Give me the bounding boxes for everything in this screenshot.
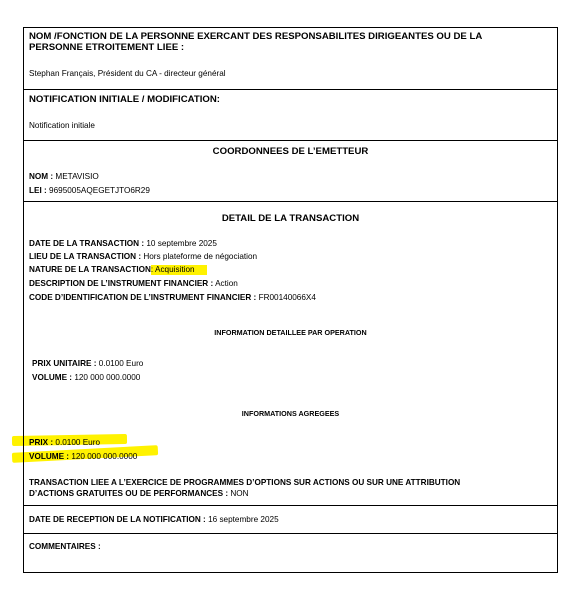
aggregated-prix [29,437,100,448]
lie-line2-label: D’ACTIONS GRATUITES OU DE PERFORMANCES : [29,489,229,498]
lie-value: NON [230,489,249,498]
emitter-heading: COORDONNEES DE L’EMETTEUR [212,146,369,157]
transaction-date-value: 10 septembre 2025 [146,239,217,248]
aggregated-volume-value: 120 000 000.0000 [71,452,138,461]
transaction-desc-value: Action [215,279,238,288]
notification-section [24,89,557,141]
emitter-nom-label: NOM : [29,172,54,181]
person-value: Stephan Français, Président du CA - directeur général [29,69,226,78]
emitter-lei-value: 9695005AQEGETJTO6R29 [49,186,150,195]
lie-line2 [29,488,249,499]
transaction-desc-label: DESCRIPTION DE L’INSTRUMENT FINANCIER : [29,279,214,288]
person-heading-line2: PERSONNE ETROITEMENT LIEE : [29,42,185,53]
aggregated-volume [29,451,137,462]
notification-heading: NOTIFICATION INITIALE / MODIFICATION: [29,94,220,105]
lie-line1: TRANSACTION LIEE A L’EXERCICE DE PROGRAMMES D’OPTIONS SUR ACTIONS OU SUR UNE ATTRIBUTION [29,478,461,487]
emitter-nom [29,171,99,182]
emitter-section [24,140,557,202]
reception-label: DATE DE RECEPTION DE LA NOTIFICATION : [29,515,206,524]
transaction-section [24,201,557,506]
transaction-code-value: FR00140066X4 [258,293,316,302]
transaction-code-label: CODE D’IDENTIFICATION DE L’INSTRUMENT FINANCIER : [29,293,257,302]
aggregated-prix-value: 0.0100 Euro [55,438,101,447]
aggregated-heading: INFORMATIONS AGREGEES [241,409,340,418]
aggregated-volume-label: VOLUME : [29,452,70,461]
reception [29,514,279,525]
operation-heading: INFORMATION DETAILLEE PAR OPERATION [214,328,367,337]
emitter-lei-label: LEI : [29,186,47,195]
transaction-code [29,292,316,303]
declaration-form [23,27,558,573]
transaction-lieu-label: LIEU DE LA TRANSACTION : [29,252,142,261]
volume-value: 120 000 000.0000 [74,373,141,382]
transaction-heading: DETAIL DE LA TRANSACTION [221,213,360,224]
reception-section [24,505,557,534]
transaction-nature-label: NATURE DE LA TRANSACTION [29,265,151,274]
comments-label: COMMENTAIRES : [29,542,101,551]
reception-value: 16 septembre 2025 [208,515,279,524]
prix-unitaire-value: 0.0100 Euro [98,359,144,368]
prix-unitaire-label: PRIX UNITAIRE : [32,359,97,368]
transaction-date-label: DATE DE LA TRANSACTION : [29,239,145,248]
notification-value: Notification initiale [29,121,95,130]
prix-unitaire [32,358,143,369]
person-heading-line1: NOM /FONCTION DE LA PERSONNE EXERCANT DES RESPONSABILITES DIRIGEANTES OU DE LA [29,31,483,42]
transaction-lieu-value: Hors plateforme de négociation [143,252,258,261]
comments-section [24,533,557,573]
transaction-lieu [29,251,257,262]
transaction-nature [29,264,207,275]
transaction-description [29,278,238,289]
aggregated-prix-label: PRIX : [29,438,54,447]
emitter-nom-value: METAVISIO [55,172,99,181]
person-section [24,28,557,90]
volume-label: VOLUME : [32,373,73,382]
transaction-nature-value: : Acquisition [151,265,207,275]
transaction-date [29,238,217,249]
emitter-lei [29,185,150,196]
volume [32,372,140,383]
